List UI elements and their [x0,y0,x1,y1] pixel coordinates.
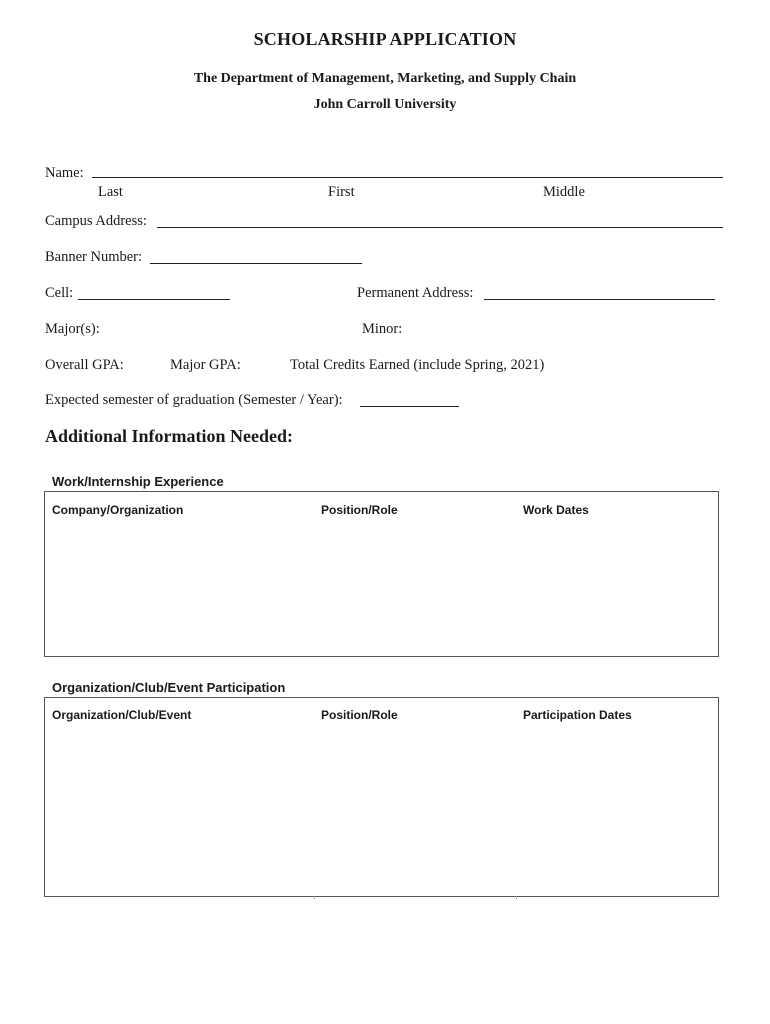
form-title: SCHOLARSHIP APPLICATION [253,29,517,49]
majors-label: Major(s): [45,321,100,337]
name-label: Name: [45,165,84,181]
name-middle-caption: Middle [543,184,585,200]
org-col-position: Position/Role [321,708,398,722]
cell-field[interactable] [78,299,230,300]
work-col-position: Position/Role [321,503,398,517]
name-last-caption: Last [98,184,123,200]
org-col-organization: Organization/Club/Event [52,708,192,722]
total-credits-label: Total Credits Earned (include Spring, 2021) [290,357,545,373]
campus-address-field[interactable] [157,227,723,228]
permanent-address-label: Permanent Address: [357,285,474,301]
org-participation-title: Organization/Club/Event Participation [52,680,286,695]
cell-label: Cell: [45,285,74,301]
permanent-address-field[interactable] [484,299,715,300]
org-participation-table[interactable] [44,697,719,897]
work-col-dates: Work Dates [523,503,589,517]
campus-address-label: Campus Address: [45,213,147,229]
name-field[interactable] [92,177,723,178]
banner-number-label: Banner Number: [45,249,143,265]
minor-label: Minor: [362,321,403,337]
department-name: The Department of Management, Marketing, and Supply Chain [193,71,577,86]
name-first-caption: First [328,184,355,200]
expected-graduation-field[interactable] [360,406,459,407]
column-divider-mark [314,896,315,899]
university-name: John Carroll University [313,97,457,112]
work-experience-title: Work/Internship Experience [52,474,224,489]
banner-number-field[interactable] [150,263,362,264]
major-gpa-label: Major GPA: [170,357,241,373]
org-col-dates: Participation Dates [523,708,632,722]
work-col-company: Company/Organization [52,503,184,517]
expected-graduation-label: Expected semester of graduation (Semester / Year): [45,392,343,408]
overall-gpa-label: Overall GPA: [45,357,124,373]
column-divider-mark [516,896,517,899]
additional-info-heading: Additional Information Needed: [45,426,294,446]
